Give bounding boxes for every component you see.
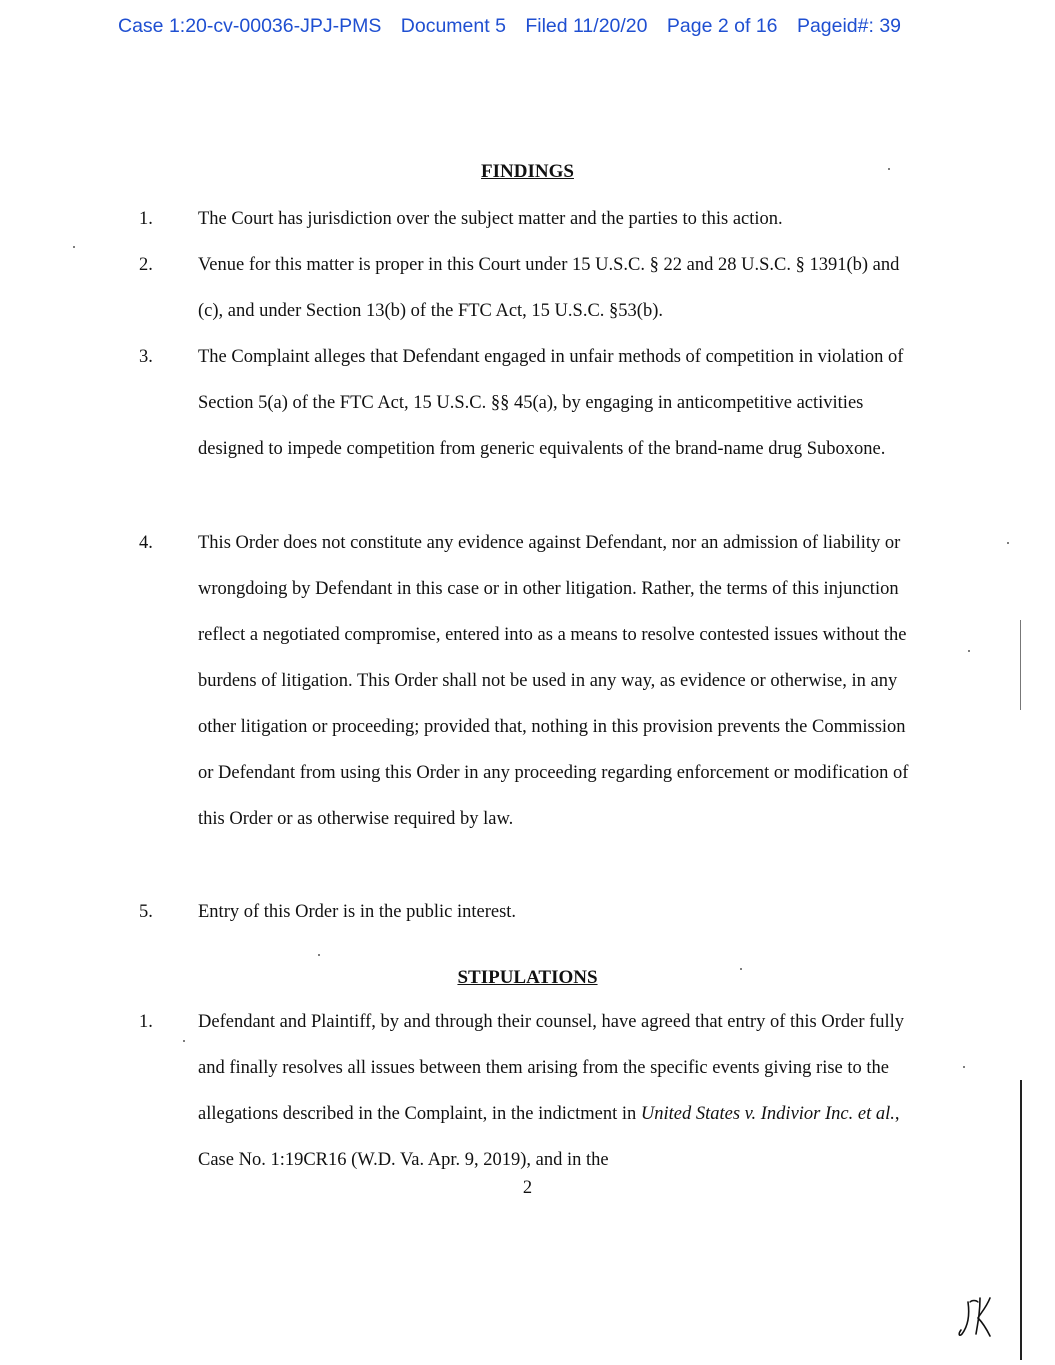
scan-edge-mark bbox=[1020, 1080, 1022, 1360]
finding-number: 5. bbox=[139, 902, 153, 922]
finding-text: The Complaint alleges that Defendant engaged in unfair methods of competition in violation of Section 5(a) of the FTC Act, 15 U.S.C. §§ 45(a), by engaging in anticompetitive activities designed to impede competition from generic equivalents of the brand-name drug Suboxone. bbox=[198, 347, 904, 459]
stipulations-heading: STIPULATIONS bbox=[457, 967, 598, 988]
finding-text: Venue for this matter is proper in this Court under 15 U.S.C. § 22 and 28 U.S.C. § 1391(b) and (c), and under Section 13(b) of the FTC Act, 15 U.S.C. §53(b). bbox=[198, 255, 900, 321]
stipulation-text-a: Defendant and Plaintiff, by and through their counsel, have agreed that entry of this Order fully and finally resolves all issues between them arising from the specific events giving rise to the allegations described in the Complaint, in the indictment in bbox=[198, 1012, 905, 1124]
finding-number: 3. bbox=[139, 347, 153, 367]
header-page: Page 2 of 16 bbox=[666, 15, 778, 37]
finding-number: 2. bbox=[139, 255, 153, 275]
stipulation-number: 1. bbox=[139, 1012, 153, 1032]
page-number: 2 bbox=[522, 1178, 533, 1198]
scan-speck bbox=[1007, 542, 1009, 544]
finding-text: This Order does not constitute any evidence against Defendant, nor an admission of liability or wrongdoing by Defendant in this case or in other litigation. Rather, the terms of this injunction reflect a negotiated compromise, entered into as a means to resolve contested issues without the burdens of litigation. This Order shall not be used in any way, as evidence or otherwise, in any other litigation or proceeding; provided that, nothing in this provision prevents the Commission or Defendant from using this Order in any proceeding regarding enforcement or modification of this Order or as otherwise required by law. bbox=[198, 533, 909, 829]
scan-speck bbox=[963, 1066, 965, 1068]
signature-initials bbox=[956, 1290, 996, 1340]
header-case-number: Case 1:20-cv-00036-JPJ-PMS bbox=[118, 15, 382, 37]
case-citation-name: United States v. Indivior Inc. et al. bbox=[640, 1104, 895, 1124]
scan-speck bbox=[183, 1040, 185, 1042]
scan-speck bbox=[740, 968, 742, 970]
finding-text: The Court has jurisdiction over the subject matter and the parties to this action. bbox=[198, 209, 783, 229]
findings-heading: FINDINGS bbox=[481, 161, 574, 182]
header-filed-date: Filed 11/20/20 bbox=[525, 15, 648, 37]
scan-edge-mark bbox=[1020, 620, 1021, 710]
finding-number: 1. bbox=[139, 209, 153, 229]
finding-number: 4. bbox=[139, 533, 153, 553]
finding-text: Entry of this Order is in the public interest. bbox=[198, 902, 517, 922]
header-document: Document 5 bbox=[400, 15, 506, 37]
scan-speck bbox=[968, 650, 970, 652]
case-header bbox=[118, 15, 915, 38]
stipulation-text bbox=[198, 999, 918, 1183]
scan-speck bbox=[888, 168, 890, 170]
stipulation-text-b: , Case No. 1:19CR16 (W.D. Va. Apr. 9, 2019), and in the bbox=[198, 1104, 900, 1170]
header-pageid: Pageid#: 39 bbox=[796, 15, 902, 37]
scan-speck bbox=[318, 954, 320, 956]
scan-speck bbox=[73, 246, 75, 248]
